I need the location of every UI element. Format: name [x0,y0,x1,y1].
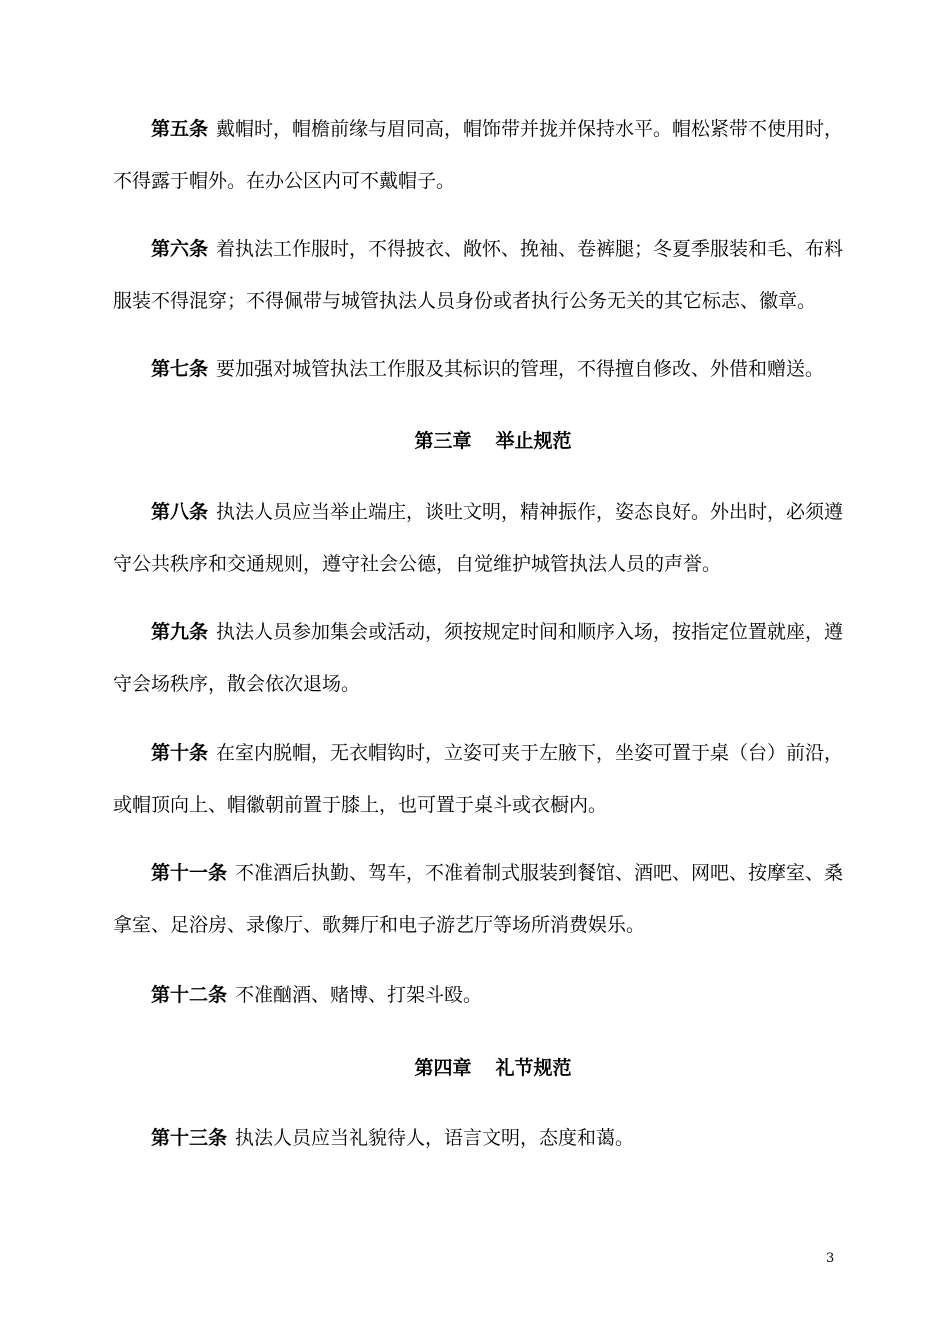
article-12 [113,969,848,1021]
article-5 [113,103,848,207]
article-number: 第十三条 [151,1127,228,1149]
page-number: 3 [826,1251,835,1266]
article-number: 第九条 [151,621,209,643]
article-number: 第十条 [151,742,209,764]
chapter-heading-3 [0,426,950,456]
article-6 [113,223,848,327]
article-text: 执法人员应当礼貌待人，语言文明，态度和蔼。 [235,1127,635,1149]
article-13 [113,1112,848,1164]
article-text: 执法人员应当举止端庄，谈吐文明，精神振作，姿态良好。外出时，必须遵守公共秩序和交通规则，遵守社会公德，自觉维护城管执法人员的声誉。 [113,501,844,575]
article-number: 第五条 [151,118,209,140]
article-11 [113,847,848,951]
article-number: 第十一条 [151,862,228,884]
article-number: 第六条 [151,238,209,260]
chapter-heading-4 [0,1053,950,1083]
chapter-number: 第四章 [414,1057,472,1079]
article-text: 不准酗酒、赌博、打架斗殴。 [235,984,483,1006]
article-text: 执法人员参加集会或活动，须按规定时间和顺序入场，按指定位置就座，遵守会场秩序，散会依次退场。 [113,621,844,695]
article-number: 第七条 [151,358,209,380]
article-number: 第十二条 [151,984,228,1006]
chapter-title: 礼节规范 [495,1057,572,1079]
article-text: 要加强对城管执法工作服及其标识的管理，不得擅自修改、外借和赠送。 [216,358,825,380]
article-text: 着执法工作服时，不得披衣、敞怀、挽袖、卷裤腿；冬夏季服装和毛、布料服装不得混穿；不得佩带与城管执法人员身份或者执行公务无关的其它标志、徽章。 [113,238,844,312]
article-7 [113,343,848,395]
article-number: 第八条 [151,501,209,523]
article-9 [113,606,848,710]
article-8 [113,486,848,590]
article-10 [113,727,848,831]
chapter-number: 第三章 [414,430,472,452]
chapter-title: 举止规范 [495,430,572,452]
article-text: 不准酒后执勤、驾车，不准着制式服装到餐馆、酒吧、网吧、按摩室、桑拿室、足浴房、录像厅、歌舞厅和电子游艺厅等场所消费娱乐。 [113,862,844,936]
article-text: 戴帽时，帽檐前缘与眉同高，帽饰带并拢并保持水平。帽松紧带不使用时，不得露于帽外。在办公区内可不戴帽子。 [113,118,844,192]
article-text: 在室内脱帽，无衣帽钩时，立姿可夹于左腋下，坐姿可置于桌（台）前沿，或帽顶向上、帽徽朝前置于膝上，也可置于桌斗或衣橱内。 [113,742,844,816]
